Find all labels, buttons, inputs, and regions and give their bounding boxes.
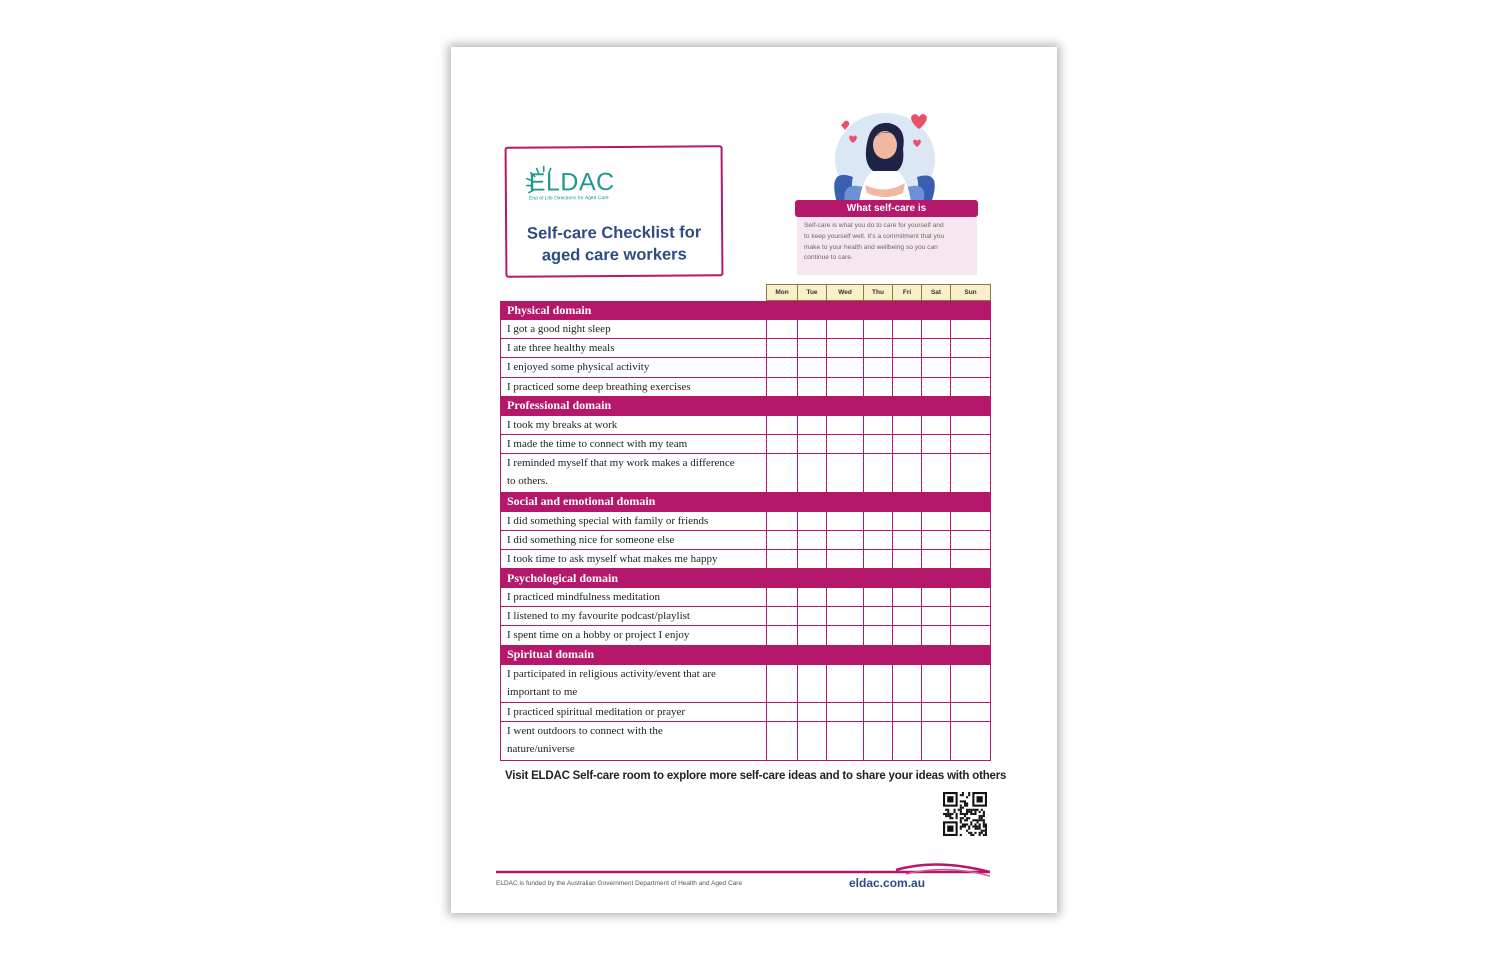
checkbox-cell-fri[interactable] [893, 339, 922, 358]
blank-header-cell [501, 285, 767, 301]
checkbox-cell-tue[interactable] [798, 703, 827, 722]
day-header-wed: Wed [827, 285, 864, 301]
checkbox-cell-sun[interactable] [951, 454, 991, 492]
checkbox-cell-sat[interactable] [922, 434, 951, 453]
section-title: Psychological domain [501, 569, 991, 588]
checkbox-cell-fri[interactable] [893, 664, 922, 702]
checkbox-cell-sun[interactable] [951, 339, 991, 358]
checkbox-cell-sun[interactable] [951, 530, 991, 549]
table-row [501, 703, 991, 722]
checkbox-cell-wed[interactable] [827, 377, 864, 396]
what-self-care-heading: What self-care is [795, 200, 978, 217]
item-label-line: I practiced mindfulness meditation [507, 591, 661, 604]
checkbox-cell-fri[interactable] [893, 530, 922, 549]
checkbox-cell-sat[interactable] [922, 377, 951, 396]
checkbox-cell-wed[interactable] [827, 588, 864, 607]
table-row [501, 588, 991, 607]
table-row [501, 722, 991, 760]
checkbox-cell-thu[interactable] [864, 588, 893, 607]
checkbox-cell-sat[interactable] [922, 664, 951, 702]
table-row [501, 626, 991, 645]
checkbox-cell-thu[interactable] [864, 320, 893, 339]
section-header [501, 569, 991, 588]
woman-illustration-icon [819, 107, 947, 203]
checkbox-cell-thu[interactable] [864, 511, 893, 530]
checkbox-cell-tue[interactable] [798, 434, 827, 453]
checkbox-cell-sat[interactable] [922, 607, 951, 626]
checkbox-cell-sat[interactable] [922, 530, 951, 549]
item-label [501, 607, 767, 626]
checkbox-cell-wed[interactable] [827, 358, 864, 377]
checkbox-cell-wed[interactable] [827, 626, 864, 645]
day-header-sat: Sat [922, 285, 951, 301]
checkbox-cell-wed[interactable] [827, 607, 864, 626]
checkbox-cell-sat[interactable] [922, 588, 951, 607]
checkbox-cell-sat[interactable] [922, 358, 951, 377]
checkbox-cell-wed[interactable] [827, 722, 864, 760]
checkbox-cell-tue[interactable] [798, 626, 827, 645]
item-label [501, 377, 767, 396]
checkbox-cell-tue[interactable] [798, 320, 827, 339]
footer-funding-note: ELDAC is funded by the Australian Government Department of Health and Aged Care [496, 880, 743, 887]
day-header-fri: Fri [893, 285, 922, 301]
checkbox-cell-sun[interactable] [951, 511, 991, 530]
checkbox-cell-mon[interactable] [767, 358, 798, 377]
item-label [501, 511, 767, 530]
checkbox-cell-sun[interactable] [951, 607, 991, 626]
checkbox-cell-mon[interactable] [767, 434, 798, 453]
checkbox-cell-sat[interactable] [922, 626, 951, 645]
item-label [501, 626, 767, 645]
item-label-line: important to me [507, 685, 578, 698]
table-row [501, 511, 991, 530]
checkbox-cell-wed[interactable] [827, 549, 864, 568]
item-label-line: I enjoyed some physical activity [507, 361, 650, 374]
item-label [501, 358, 767, 377]
table-row [501, 607, 991, 626]
item-label-line: I went outdoors to connect with the [507, 725, 663, 738]
table-row [501, 664, 991, 702]
what-line-2: to keep yourself well. It's a commitment that you [804, 232, 945, 240]
title-box [505, 145, 724, 278]
section-header [501, 645, 991, 664]
checkbox-cell-mon[interactable] [767, 664, 798, 702]
item-label-line: I took time to ask myself what makes me happy [507, 552, 718, 565]
section-title: Physical domain [501, 301, 991, 320]
table-row [501, 320, 991, 339]
checkbox-cell-thu[interactable] [864, 626, 893, 645]
section-header [501, 492, 991, 511]
item-label-line: I listened to my favourite podcast/playlist [507, 610, 690, 623]
checkbox-cell-wed[interactable] [827, 339, 864, 358]
day-header-sun: Sun [951, 285, 991, 301]
checkbox-cell-mon[interactable] [767, 549, 798, 568]
checkbox-cell-tue[interactable] [798, 511, 827, 530]
checkbox-cell-wed[interactable] [827, 664, 864, 702]
checkbox-cell-thu[interactable] [864, 454, 893, 492]
checkbox-cell-sat[interactable] [922, 454, 951, 492]
checkbox-cell-thu[interactable] [864, 377, 893, 396]
checkbox-cell-tue[interactable] [798, 377, 827, 396]
checkbox-cell-thu[interactable] [864, 530, 893, 549]
item-label-line: I spent time on a hobby or project I enjoy [507, 629, 690, 642]
checkbox-cell-fri[interactable] [893, 434, 922, 453]
checkbox-cell-sat[interactable] [922, 320, 951, 339]
checkbox-cell-fri[interactable] [893, 377, 922, 396]
day-header-row [501, 285, 991, 301]
checkbox-cell-wed[interactable] [827, 511, 864, 530]
checkbox-cell-mon[interactable] [767, 320, 798, 339]
item-label [501, 339, 767, 358]
checkbox-cell-sun[interactable] [951, 415, 991, 434]
checkbox-cell-sun[interactable] [951, 664, 991, 702]
checkbox-cell-thu[interactable] [864, 358, 893, 377]
checkbox-cell-tue[interactable] [798, 722, 827, 760]
checkbox-cell-tue[interactable] [798, 415, 827, 434]
checkbox-cell-tue[interactable] [798, 339, 827, 358]
checkbox-cell-mon[interactable] [767, 530, 798, 549]
checklist-table [500, 284, 990, 761]
item-label [501, 703, 767, 722]
checkbox-cell-mon[interactable] [767, 454, 798, 492]
item-label-line: I practiced some deep breathing exercises [507, 380, 691, 393]
checkbox-cell-wed[interactable] [827, 320, 864, 339]
checkbox-cell-fri[interactable] [893, 320, 922, 339]
checkbox-cell-sun[interactable] [951, 358, 991, 377]
checkbox-cell-thu[interactable] [864, 339, 893, 358]
checkbox-cell-thu[interactable] [864, 664, 893, 702]
checkbox-cell-fri[interactable] [893, 549, 922, 568]
visit-text: Visit ELDAC Self-care room to explore more self-care ideas and to share your ideas with others [505, 770, 1007, 782]
item-label-line: I made the time to connect with my team [507, 437, 688, 450]
item-label-line: nature/universe [507, 743, 575, 756]
checkbox-cell-mon[interactable] [767, 511, 798, 530]
checkbox-cell-sun[interactable] [951, 549, 991, 568]
section-title: Spiritual domain [501, 645, 991, 664]
what-self-care-text [797, 217, 977, 275]
checkbox-cell-sun[interactable] [951, 320, 991, 339]
checkbox-cell-wed[interactable] [827, 454, 864, 492]
what-line-1: Self-care is what you do to care for yourself and [804, 222, 944, 229]
checkbox-cell-sun[interactable] [951, 588, 991, 607]
checkbox-cell-sat[interactable] [922, 722, 951, 760]
table-row [501, 549, 991, 568]
checklist-page [451, 47, 1057, 913]
checkbox-cell-wed[interactable] [827, 530, 864, 549]
footer-url-link[interactable]: eldac.com.au [849, 876, 926, 890]
item-label [501, 588, 767, 607]
title-line-2: aged care workers [541, 245, 687, 265]
section-header [501, 396, 991, 415]
title-line-1: Self-care Checklist for [526, 223, 702, 243]
table-row [501, 415, 991, 434]
checkbox-cell-fri[interactable] [893, 607, 922, 626]
checkbox-cell-fri[interactable] [893, 588, 922, 607]
day-header-mon: Mon [767, 285, 798, 301]
item-label-line: I ate three healthy meals [507, 342, 615, 355]
item-label [501, 530, 767, 549]
checkbox-cell-sat[interactable] [922, 511, 951, 530]
checkbox-cell-sun[interactable] [951, 703, 991, 722]
checkbox-cell-fri[interactable] [893, 722, 922, 760]
item-label [501, 454, 767, 492]
checkbox-cell-sun[interactable] [951, 722, 991, 760]
qr-code-icon[interactable] [943, 792, 987, 836]
checkbox-cell-tue[interactable] [798, 588, 827, 607]
checkbox-cell-sun[interactable] [951, 626, 991, 645]
checkbox-cell-thu[interactable] [864, 722, 893, 760]
checkbox-cell-wed[interactable] [827, 703, 864, 722]
checkbox-cell-mon[interactable] [767, 339, 798, 358]
checkbox-cell-mon[interactable] [767, 588, 798, 607]
checkbox-cell-wed[interactable] [827, 434, 864, 453]
what-line-3: make to your health and wellbeing so you can [804, 243, 938, 251]
checkbox-cell-mon[interactable] [767, 703, 798, 722]
table-row [501, 454, 991, 492]
checkbox-cell-mon[interactable] [767, 607, 798, 626]
checkbox-cell-tue[interactable] [798, 549, 827, 568]
what-line-4: continue to care. [804, 254, 853, 262]
checkbox-cell-sat[interactable] [922, 703, 951, 722]
item-label-line: I participated in religious activity/event that are [507, 667, 716, 680]
item-label [501, 722, 767, 760]
checkbox-cell-sun[interactable] [951, 434, 991, 453]
checkbox-cell-tue[interactable] [798, 664, 827, 702]
checkbox-cell-thu[interactable] [864, 607, 893, 626]
item-label [501, 664, 767, 702]
table-row [501, 434, 991, 453]
item-label-line: I did something nice for someone else [507, 533, 675, 546]
checkbox-cell-tue[interactable] [798, 454, 827, 492]
table-row [501, 358, 991, 377]
checkbox-cell-mon[interactable] [767, 626, 798, 645]
checkbox-cell-fri[interactable] [893, 703, 922, 722]
checkbox-cell-tue[interactable] [798, 358, 827, 377]
checkbox-cell-sat[interactable] [922, 549, 951, 568]
item-label-line: I took my breaks at work [507, 418, 618, 431]
checkbox-cell-sat[interactable] [922, 415, 951, 434]
checkbox-cell-fri[interactable] [893, 454, 922, 492]
item-label [501, 434, 767, 453]
checkbox-cell-wed[interactable] [827, 415, 864, 434]
checkbox-cell-tue[interactable] [798, 530, 827, 549]
table-row [501, 339, 991, 358]
checkbox-cell-mon[interactable] [767, 415, 798, 434]
item-label-line: I got a good night sleep [507, 323, 611, 335]
section-header [501, 301, 991, 320]
day-header-thu: Thu [864, 285, 893, 301]
item-label [501, 549, 767, 568]
day-header-tue: Tue [798, 285, 827, 301]
checkbox-cell-thu[interactable] [864, 549, 893, 568]
checkbox-cell-mon[interactable] [767, 722, 798, 760]
item-label-line: I did something special with family or friends [507, 514, 709, 527]
checkbox-cell-thu[interactable] [864, 703, 893, 722]
checkbox-cell-sat[interactable] [922, 339, 951, 358]
checkbox-cell-tue[interactable] [798, 607, 827, 626]
checkbox-cell-sun[interactable] [951, 377, 991, 396]
section-title: Professional domain [501, 396, 991, 415]
item-label-line: I reminded myself that my work makes a difference [507, 457, 735, 470]
checkbox-cell-mon[interactable] [767, 377, 798, 396]
table-row [501, 377, 991, 396]
table-row [501, 530, 991, 549]
checkbox-cell-fri[interactable] [893, 626, 922, 645]
checkbox-cell-fri[interactable] [893, 358, 922, 377]
checkbox-cell-fri[interactable] [893, 415, 922, 434]
item-label-line: I practiced spiritual meditation or prayer [507, 706, 686, 719]
item-label [501, 320, 767, 339]
item-label-line: to others. [507, 475, 548, 488]
page-title [507, 221, 721, 266]
section-title: Social and emotional domain [501, 492, 991, 511]
item-label [501, 415, 767, 434]
logo-text: ELDAC [528, 167, 615, 197]
logo-tagline: End of Life Directions for Aged Care [528, 195, 609, 202]
checkbox-cell-thu[interactable] [864, 415, 893, 434]
checkbox-cell-fri[interactable] [893, 511, 922, 530]
checkbox-cell-thu[interactable] [864, 434, 893, 453]
